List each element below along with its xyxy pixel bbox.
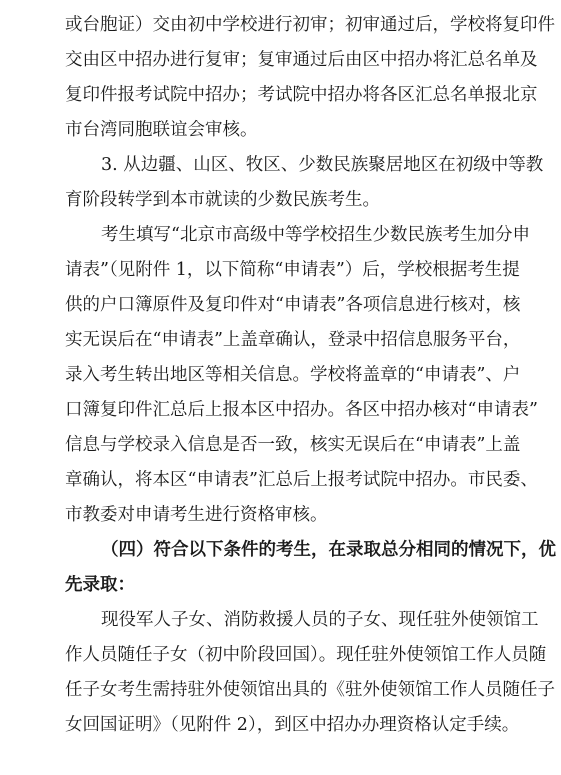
paragraph-line: 口簿复印件汇总后上报本区中招办。各区中招办核对“申请表”: [65, 400, 538, 420]
paragraph-line: 市台湾同胞联谊会审核。: [65, 120, 258, 140]
paragraph-line: 录入考生转出地区等相关信息。学校将盖章的“申请表”、户: [65, 365, 521, 385]
paragraph-line: 育阶段转学到本市就读的少数民族考生。: [65, 190, 380, 210]
paragraph-line: 或台胞证）交由初中学校进行初审；初审通过后，学校将复印件: [65, 15, 555, 35]
section-item-heading: 3. 从边疆、山区、牧区、少数民族聚居地区在初级中等教: [101, 155, 544, 175]
paragraph-line: 作人员随任子女（初中阶段回国）。现任驻外使领馆工作人员随: [65, 645, 547, 665]
paragraph-line: 请表”（见附件 1，以下简称“申请表”）后，学校根据考生提: [65, 260, 520, 280]
paragraph-line: 供的户口簿原件及复印件对“申请表”各项信息进行核对，核: [65, 295, 521, 315]
section-heading: 先录取：: [65, 575, 135, 595]
paragraph-line: 信息与学校录入信息是否一致，核实无误后在“申请表”上盖: [65, 435, 521, 455]
paragraph-line: 复印件报考试院中招办；考试院中招办将各区汇总名单报北京: [65, 85, 538, 105]
paragraph-line: 交由区中招办进行复审；复审通过后由区中招办将汇总名单及: [65, 50, 538, 70]
paragraph-line: 市教委对申请考生进行资格审核。: [65, 505, 328, 525]
paragraph-line: 实无误后在“申请表”上盖章确认，登录中招信息服务平台，: [65, 330, 521, 350]
paragraph-line: 任子女考生需持驻外使领馆出具的《驻外使领馆工作人员随任子: [65, 680, 555, 700]
paragraph-line: 考生填写“北京市高级中等学校招生少数民族考生加分申: [101, 225, 530, 245]
paragraph-line: 章确认，将本区“申请表”汇总后上报考试院中招办。市民委、: [65, 470, 538, 490]
section-heading: （四）符合以下条件的考生，在录取总分相同的情况下，优: [101, 540, 556, 560]
paragraph-line: 女回国证明》（见附件 2），到区中招办办理资格认定手续。: [65, 715, 520, 735]
paragraph-line: 现役军人子女、消防救援人员的子女、现任驻外使领馆工: [101, 610, 539, 630]
